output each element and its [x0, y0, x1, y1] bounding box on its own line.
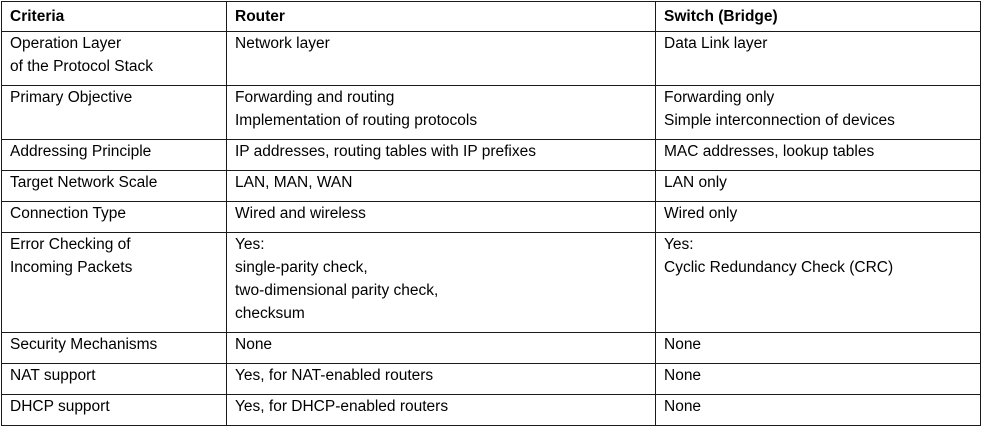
- header-criteria: Criteria: [2, 2, 227, 32]
- cell-line: of the Protocol Stack: [10, 58, 154, 75]
- switch-cell: [656, 364, 981, 395]
- cell-line: Yes:: [664, 236, 694, 253]
- cell-line: IP addresses, routing tables with IP prefixes: [235, 143, 536, 160]
- cell-line: Wired and wireless: [235, 205, 366, 222]
- table-row: [2, 395, 981, 426]
- cell-line: DHCP support: [10, 398, 110, 415]
- cell-line: single-parity check,: [235, 259, 368, 276]
- switch-cell: [656, 395, 981, 426]
- cell-line: None: [664, 336, 702, 353]
- router-cell: [227, 333, 656, 364]
- cell-line: None: [235, 336, 273, 353]
- router-cell: [227, 86, 656, 140]
- criteria-cell: [2, 32, 227, 86]
- table-row: [2, 140, 981, 171]
- router-cell: [227, 140, 656, 171]
- table-row: [2, 364, 981, 395]
- switch-cell: [656, 233, 981, 333]
- cell-line: Implementation of routing protocols: [235, 112, 478, 129]
- cell-line: Wired only: [664, 205, 738, 222]
- switch-cell: [656, 140, 981, 171]
- criteria-cell: [2, 333, 227, 364]
- cell-line: Error Checking of: [10, 236, 131, 253]
- router-cell: [227, 233, 656, 333]
- cell-line: Data Link layer: [664, 35, 768, 52]
- cell-line: Operation Layer: [10, 35, 122, 52]
- cell-line: Incoming Packets: [10, 259, 133, 276]
- cell-line: Yes, for DHCP-enabled routers: [235, 398, 449, 415]
- header-row: [2, 2, 981, 32]
- cell-line: Target Network Scale: [10, 174, 158, 191]
- cell-line: MAC addresses, lookup tables: [664, 143, 875, 160]
- cell-line: None: [664, 367, 702, 384]
- header-switch: Switch (Bridge): [656, 2, 981, 32]
- router-cell: [227, 395, 656, 426]
- switch-cell: [656, 32, 981, 86]
- criteria-cell: [2, 140, 227, 171]
- cell-line: checksum: [235, 305, 305, 322]
- router-cell: [227, 364, 656, 395]
- cell-line: Forwarding only: [664, 89, 775, 106]
- criteria-cell: [2, 233, 227, 333]
- comparison-table: [1, 1, 981, 426]
- switch-cell: [656, 171, 981, 202]
- cell-line: Cyclic Redundancy Check (CRC): [664, 259, 894, 276]
- cell-line: Forwarding and routing: [235, 89, 395, 106]
- cell-line: two-dimensional parity check,: [235, 282, 439, 299]
- switch-cell: [656, 333, 981, 364]
- criteria-cell: [2, 86, 227, 140]
- cell-line: LAN only: [664, 174, 727, 191]
- cell-line: Yes:: [235, 236, 265, 253]
- cell-line: None: [664, 398, 702, 415]
- cell-line: Connection Type: [10, 205, 127, 222]
- cell-line: NAT support: [10, 367, 96, 384]
- header-router: Router: [227, 2, 656, 32]
- criteria-cell: [2, 202, 227, 233]
- router-cell: [227, 202, 656, 233]
- switch-cell: [656, 202, 981, 233]
- criteria-cell: [2, 395, 227, 426]
- table-row: [2, 32, 981, 86]
- cell-line: Primary Objective: [10, 89, 133, 106]
- criteria-cell: [2, 171, 227, 202]
- criteria-cell: [2, 364, 227, 395]
- cell-line: Security Mechanisms: [10, 336, 158, 353]
- router-cell: [227, 32, 656, 86]
- table-row: [2, 86, 981, 140]
- router-cell: [227, 171, 656, 202]
- cell-line: LAN, MAN, WAN: [235, 174, 353, 191]
- table-row: [2, 202, 981, 233]
- table-row: [2, 333, 981, 364]
- cell-line: Yes, for NAT-enabled routers: [235, 367, 434, 384]
- table-row: [2, 233, 981, 333]
- switch-cell: [656, 86, 981, 140]
- cell-line: Simple interconnection of devices: [664, 112, 895, 129]
- table-row: [2, 171, 981, 202]
- cell-line: Addressing Principle: [10, 143, 152, 160]
- cell-line: Network layer: [235, 35, 330, 52]
